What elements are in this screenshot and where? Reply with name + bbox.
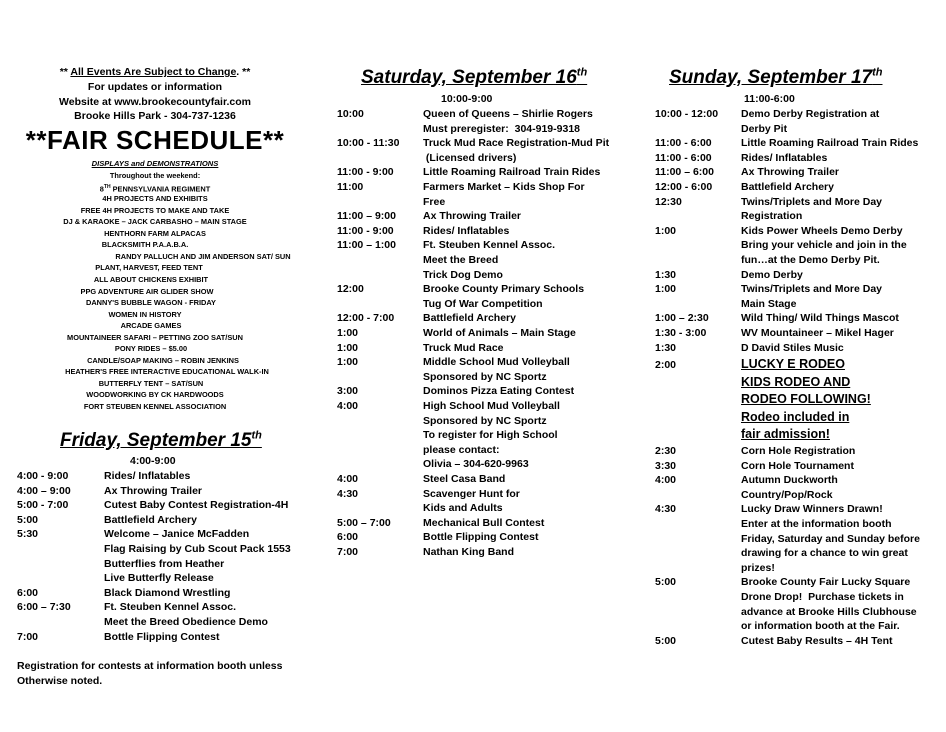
row-time: 4:00 bbox=[337, 473, 359, 485]
row-event: Butterflies from Heather bbox=[104, 557, 225, 570]
row-time: 11:00 - 9:00 bbox=[337, 224, 394, 237]
row-time: 7:00 bbox=[17, 630, 39, 643]
row-event: Dominos Pizza Eating Contest bbox=[423, 385, 575, 398]
row-time: 11:00 - 9:00 bbox=[337, 166, 394, 179]
schedule-row bbox=[337, 384, 627, 399]
display-item: ARCADE GAMES bbox=[120, 321, 182, 331]
row-time: 1:00 bbox=[655, 283, 677, 296]
row-event: Farmers Market – Kids Shop For bbox=[423, 181, 585, 193]
schedule-row bbox=[17, 630, 307, 645]
display-item: DANNY'S BUBBLE WAGON - FRIDAY bbox=[85, 298, 216, 308]
rodeo-line: RODEO FOLLOWING! bbox=[741, 392, 871, 406]
row-event: advance at Brooke Hills Clubhouse bbox=[741, 605, 917, 618]
schedule-row bbox=[655, 634, 945, 649]
schedule-row bbox=[337, 107, 627, 122]
schedule-row bbox=[655, 341, 945, 356]
row-event: Cutest Baby Contest Registration-4H bbox=[104, 499, 289, 512]
row-event: Meet the Breed Obedience Demo bbox=[104, 616, 268, 628]
row-time: 1:30 bbox=[655, 341, 677, 354]
schedule-row bbox=[337, 530, 627, 545]
schedule-row bbox=[337, 282, 627, 297]
row-time: 12:00 - 7:00 bbox=[337, 312, 395, 325]
row-event: Corn Hole Tournament bbox=[741, 459, 854, 472]
row-event: Cutest Baby Results – 4H Tent bbox=[741, 634, 893, 647]
row-time: 4:30 bbox=[337, 487, 359, 500]
row-time: 1:00 bbox=[655, 224, 677, 237]
schedule-row bbox=[337, 224, 627, 239]
schedule-row bbox=[17, 542, 307, 557]
row-event: Rides/ Inflatables bbox=[104, 470, 191, 482]
row-event: Twins/Triplets and More Day bbox=[741, 283, 883, 296]
row-event: prizes! bbox=[741, 561, 775, 574]
saturday-heading: Saturday, September 16th bbox=[361, 66, 588, 88]
row-event: Flag Raising by Cub Scout Pack 1553 bbox=[104, 543, 291, 555]
row-event: Ax Throwing Trailer bbox=[741, 166, 840, 179]
row-time: 3:30 bbox=[655, 459, 677, 472]
sunday-hours: 11:00-6:00 bbox=[744, 93, 795, 105]
row-event: Enter at the information booth bbox=[741, 518, 892, 530]
row-event: Demo Derby bbox=[741, 268, 803, 281]
row-event: Battlefield Archery bbox=[741, 181, 834, 193]
schedule-row bbox=[655, 238, 945, 253]
schedule-row bbox=[337, 399, 627, 414]
display-item: RANDY PALLUCH AND JIM ANDERSON SAT/ SUN bbox=[115, 251, 291, 261]
row-time: 7:00 bbox=[337, 546, 359, 558]
schedule-row bbox=[655, 165, 945, 180]
sunday-heading: Sunday, September 17th bbox=[669, 66, 883, 88]
row-event: Middle School Mud Volleyball bbox=[423, 356, 570, 369]
display-item: BLACKSMITH P.A.A.B.A. bbox=[101, 240, 189, 250]
row-event: Drone Drop! Purchase tickets in bbox=[741, 591, 904, 603]
row-event: Twins/Triplets and More Day bbox=[741, 195, 883, 208]
display-item: 8TH PENNSYLVANIA REGIMENT bbox=[99, 183, 211, 194]
main-title: **FAIR SCHEDULE** bbox=[25, 125, 285, 155]
row-event: Ax Throwing Trailer bbox=[104, 484, 203, 497]
schedule-row bbox=[337, 195, 627, 210]
footer-line-1: Registration for contests at information booth unless bbox=[17, 660, 283, 672]
saturday-hours: 10:00-9:00 bbox=[441, 93, 493, 105]
row-time: 6:00 – 7:30 bbox=[17, 601, 71, 614]
row-time: 1:00 – 2:30 bbox=[655, 312, 709, 325]
row-event: WV Mountaineer – Mikel Hager bbox=[741, 327, 894, 339]
schedule-row bbox=[337, 443, 627, 458]
display-item: PPG ADVENTURE AIR GLIDER SHOW bbox=[80, 286, 214, 296]
schedule-row bbox=[655, 268, 945, 283]
schedule-row bbox=[337, 122, 627, 137]
row-time: 11:00 – 1:00 bbox=[337, 239, 396, 252]
row-event: Lucky Draw Winners Drawn! bbox=[741, 503, 883, 516]
row-event: Kids and Adults bbox=[423, 502, 503, 515]
schedule-row bbox=[655, 488, 945, 503]
rodeo-line: fair admission! bbox=[741, 427, 830, 441]
display-item: HENTHORN FARM ALPACAS bbox=[104, 228, 206, 238]
schedule-row bbox=[17, 527, 307, 542]
row-event: Welcome – Janice McFadden bbox=[104, 528, 250, 541]
schedule-row bbox=[17, 586, 307, 601]
row-time: 4:30 bbox=[655, 503, 677, 516]
schedule-row bbox=[337, 428, 627, 443]
schedule-row bbox=[337, 311, 627, 326]
row-event: fun…at the Demo Derby Pit. bbox=[741, 254, 880, 266]
schedule-row bbox=[337, 472, 627, 487]
row-time: 5:00 bbox=[655, 576, 677, 589]
row-event: Steel Casa Band bbox=[423, 473, 506, 485]
schedule-row bbox=[337, 414, 627, 429]
schedule-row bbox=[337, 209, 627, 224]
schedule-row bbox=[655, 151, 945, 166]
row-time: 4:00 bbox=[655, 474, 677, 487]
row-time: 5:00 bbox=[655, 634, 677, 647]
row-event: Bring your vehicle and join in the bbox=[741, 239, 907, 252]
row-time: 6:00 bbox=[337, 531, 359, 544]
schedule-row bbox=[337, 268, 627, 283]
row-event: Black Diamond Wrestling bbox=[104, 586, 231, 599]
row-time: 12:00 bbox=[337, 283, 364, 296]
schedule-row bbox=[655, 209, 945, 224]
notice-underlined: All Events Are Subject to Change bbox=[70, 66, 237, 78]
row-event: Sponsored by NC Sportz bbox=[423, 370, 547, 383]
displays-heading: DISPLAYS and DEMONSTRATIONS bbox=[91, 159, 219, 168]
row-time: 1:30 bbox=[655, 268, 677, 281]
row-event: Sponsored by NC Sportz bbox=[423, 414, 547, 427]
row-event: Meet the Breed bbox=[423, 254, 499, 266]
schedule-row bbox=[655, 546, 945, 561]
row-time: 11:00 – 9:00 bbox=[337, 210, 396, 223]
schedule-row bbox=[655, 195, 945, 210]
schedule-row bbox=[17, 498, 307, 513]
row-time: 4:00 bbox=[337, 400, 359, 412]
notice-line-4: Brooke Hills Park - 304-737-1236 bbox=[74, 110, 236, 122]
notice-line-1: ** All Events Are Subject to Change. ** bbox=[59, 66, 251, 78]
display-item: FORT STEUBEN KENNEL ASSOCIATION bbox=[83, 402, 227, 411]
schedule-row bbox=[655, 502, 945, 517]
schedule-row bbox=[337, 238, 627, 253]
rodeo-time: 2:00 bbox=[655, 359, 677, 371]
display-item: CANDLE/SOAP MAKING – ROBIN JENKINS bbox=[87, 355, 239, 365]
schedule-row bbox=[17, 469, 307, 484]
schedule-row bbox=[337, 355, 627, 370]
schedule-row bbox=[337, 487, 627, 502]
row-event: Friday, Saturday and Sunday before bbox=[741, 532, 920, 545]
schedule-row bbox=[337, 545, 627, 560]
row-event: Tug Of War Competition bbox=[423, 297, 543, 310]
display-item: FREE 4H PROJECTS TO MAKE AND TAKE bbox=[80, 205, 230, 215]
schedule-row bbox=[655, 532, 945, 547]
row-event: Brooke County Primary Schools bbox=[423, 283, 585, 296]
row-event: Rides/ Inflatables bbox=[423, 224, 510, 237]
row-event: Bottle Flipping Contest bbox=[423, 531, 539, 544]
schedule-row bbox=[337, 136, 627, 151]
display-item: WOMEN IN HISTORY bbox=[108, 309, 182, 319]
row-event: please contact: bbox=[423, 443, 500, 456]
row-time: 10:00 bbox=[337, 108, 364, 120]
schedule-row bbox=[655, 297, 945, 312]
schedule-row bbox=[337, 457, 627, 472]
row-event: Rides/ Inflatables bbox=[741, 151, 828, 164]
schedule-row bbox=[655, 180, 945, 195]
row-event: Ft. Steuben Kennel Assoc. bbox=[104, 601, 237, 614]
row-time: 5:00 – 7:00 bbox=[337, 516, 391, 529]
row-event: (Licensed drivers) bbox=[423, 151, 517, 164]
schedule-row bbox=[655, 136, 945, 151]
row-time: 1:00 bbox=[337, 327, 359, 339]
row-time: 11:00 – 6:00 bbox=[655, 166, 714, 179]
row-time: 12:30 bbox=[655, 195, 682, 208]
row-time: 1:00 bbox=[337, 356, 359, 369]
row-time: 5:30 bbox=[17, 528, 39, 541]
row-event: World of Animals – Main Stage bbox=[423, 327, 576, 339]
schedule-row bbox=[337, 151, 627, 166]
display-item: 4H PROJECTS AND EXHIBITS bbox=[102, 194, 208, 204]
schedule-row bbox=[337, 501, 627, 516]
row-event: or information booth at the Fair. bbox=[741, 620, 900, 633]
schedule-row bbox=[655, 517, 945, 532]
row-event: Truck Mud Race bbox=[423, 341, 504, 354]
row-event: To register for High School bbox=[423, 429, 558, 442]
row-event: D David Stiles Music bbox=[741, 341, 844, 354]
row-event: Scavenger Hunt for bbox=[423, 487, 520, 500]
row-event: Live Butterfly Release bbox=[104, 572, 214, 585]
schedule-row bbox=[655, 224, 945, 239]
schedule-row bbox=[655, 253, 945, 268]
schedule-row bbox=[655, 619, 945, 634]
row-time: 3:00 bbox=[337, 385, 359, 398]
row-time: 4:00 – 9:00 bbox=[17, 484, 71, 497]
schedule-row bbox=[17, 557, 307, 572]
row-event: High School Mud Volleyball bbox=[423, 400, 560, 412]
schedule-row bbox=[337, 370, 627, 385]
row-time: 4:00 - 9:00 bbox=[17, 470, 69, 482]
schedule-row bbox=[337, 180, 627, 195]
display-item: Throughout the weekend: bbox=[109, 171, 201, 180]
row-time: 11:00 - 6:00 bbox=[655, 151, 712, 164]
row-event: Must preregister: 304-919-9318 bbox=[423, 122, 580, 135]
row-time: 12:00 - 6:00 bbox=[655, 181, 713, 193]
schedule-row bbox=[655, 122, 945, 137]
schedule-row bbox=[655, 561, 945, 576]
display-item: WOODWORKING BY CK HARDWOODS bbox=[86, 390, 224, 400]
row-time: 1:30 - 3:00 bbox=[655, 327, 707, 339]
row-time: 2:30 bbox=[655, 445, 677, 457]
row-event: Corn Hole Registration bbox=[741, 445, 856, 457]
schedule-row bbox=[655, 473, 945, 488]
row-event: Battlefield Archery bbox=[423, 312, 516, 325]
display-item: PONY RIDES – $5.00 bbox=[114, 344, 188, 354]
row-event: Trick Dog Demo bbox=[423, 268, 503, 281]
row-event: Wild Thing/ Wild Things Mascot bbox=[741, 312, 899, 325]
schedule-row bbox=[17, 600, 307, 615]
row-time: 6:00 bbox=[17, 586, 39, 599]
schedule-row bbox=[655, 444, 945, 459]
display-item: BUTTERFLY TENT – SAT/SUN bbox=[98, 378, 204, 388]
row-event: Nathan King Band bbox=[423, 546, 514, 558]
schedule-row bbox=[655, 575, 945, 590]
schedule-row bbox=[655, 459, 945, 474]
rodeo-line: KIDS RODEO AND bbox=[741, 374, 851, 389]
row-event: Brooke County Fair Lucky Square bbox=[741, 576, 911, 589]
notice-line-3: Website at www.brookecountyfair.com bbox=[59, 96, 251, 108]
row-time: 1:00 bbox=[337, 341, 359, 354]
row-event: Little Roaming Railroad Train Rides bbox=[741, 137, 919, 150]
row-event: Ax Throwing Trailer bbox=[423, 210, 522, 223]
row-event: Country/Pop/Rock bbox=[741, 488, 833, 501]
schedule-row bbox=[17, 484, 307, 499]
schedule-row bbox=[337, 253, 627, 268]
row-event: Queen of Queens – Shirlie Rogers bbox=[423, 108, 593, 120]
schedule-row bbox=[17, 571, 307, 586]
row-time: 10:00 - 11:30 bbox=[337, 137, 400, 150]
schedule-row bbox=[17, 615, 307, 630]
row-event: Demo Derby Registration at bbox=[741, 108, 880, 120]
row-event: Free bbox=[423, 195, 446, 208]
row-event: Battlefield Archery bbox=[104, 513, 197, 526]
schedule-row bbox=[337, 326, 627, 341]
schedule-row bbox=[337, 165, 627, 180]
row-event: Mechanical Bull Contest bbox=[423, 516, 545, 529]
row-time: 11:00 bbox=[337, 181, 364, 193]
row-time: 5:00 bbox=[17, 513, 39, 526]
schedule-row bbox=[17, 513, 307, 528]
row-event: Olivia – 304-620-9963 bbox=[423, 458, 529, 471]
rodeo-line: LUCKY E RODEO bbox=[741, 357, 845, 371]
schedule-row bbox=[655, 282, 945, 297]
notice-line-2: For updates or information bbox=[87, 81, 223, 93]
row-event: Kids Power Wheels Demo Derby bbox=[741, 224, 903, 237]
display-item: HEATHER'S FREE INTERACTIVE EDUCATIONAL WALK-IN bbox=[65, 367, 269, 377]
row-event: Ft. Steuben Kennel Assoc. bbox=[423, 239, 556, 252]
schedule-row bbox=[655, 107, 945, 122]
row-event: Bottle Flipping Contest bbox=[104, 630, 220, 643]
row-event: Truck Mud Race Registration-Mud Pit bbox=[423, 137, 610, 150]
schedule-row bbox=[655, 326, 945, 341]
footer-line-2: Otherwise noted. bbox=[17, 675, 103, 687]
row-event: Registration bbox=[741, 210, 803, 223]
schedule-row bbox=[337, 297, 627, 312]
row-event: Derby Pit bbox=[741, 122, 788, 135]
row-event: drawing for a chance to win great bbox=[741, 547, 908, 560]
schedule-row bbox=[337, 341, 627, 356]
friday-heading: Friday, September 15th bbox=[60, 429, 262, 451]
row-event: Little Roaming Railroad Train Rides bbox=[423, 166, 601, 179]
schedule-row bbox=[655, 605, 945, 620]
schedule-row bbox=[337, 516, 627, 531]
row-event: Main Stage bbox=[741, 297, 797, 310]
rodeo-line: Rodeo included in bbox=[741, 409, 850, 424]
display-item: ALL ABOUT CHICKENS EXHIBIT bbox=[93, 274, 209, 284]
row-time: 11:00 - 6:00 bbox=[655, 137, 712, 150]
schedule-row bbox=[655, 590, 945, 605]
display-item: MOUNTAINEER SAFARI – PETTING ZOO SAT/SUN bbox=[67, 332, 243, 342]
display-item: PLANT, HARVEST, FEED TENT bbox=[95, 263, 203, 273]
friday-hours: 4:00-9:00 bbox=[130, 455, 176, 467]
schedule-row bbox=[655, 311, 945, 326]
row-time: 5:00 - 7:00 bbox=[17, 499, 69, 512]
display-item: DJ & KARAOKE – JACK CARBASHO – MAIN STAGE bbox=[63, 217, 247, 227]
row-time: 10:00 - 12:00 bbox=[655, 108, 719, 120]
row-event: Autumn Duckworth bbox=[741, 474, 838, 487]
